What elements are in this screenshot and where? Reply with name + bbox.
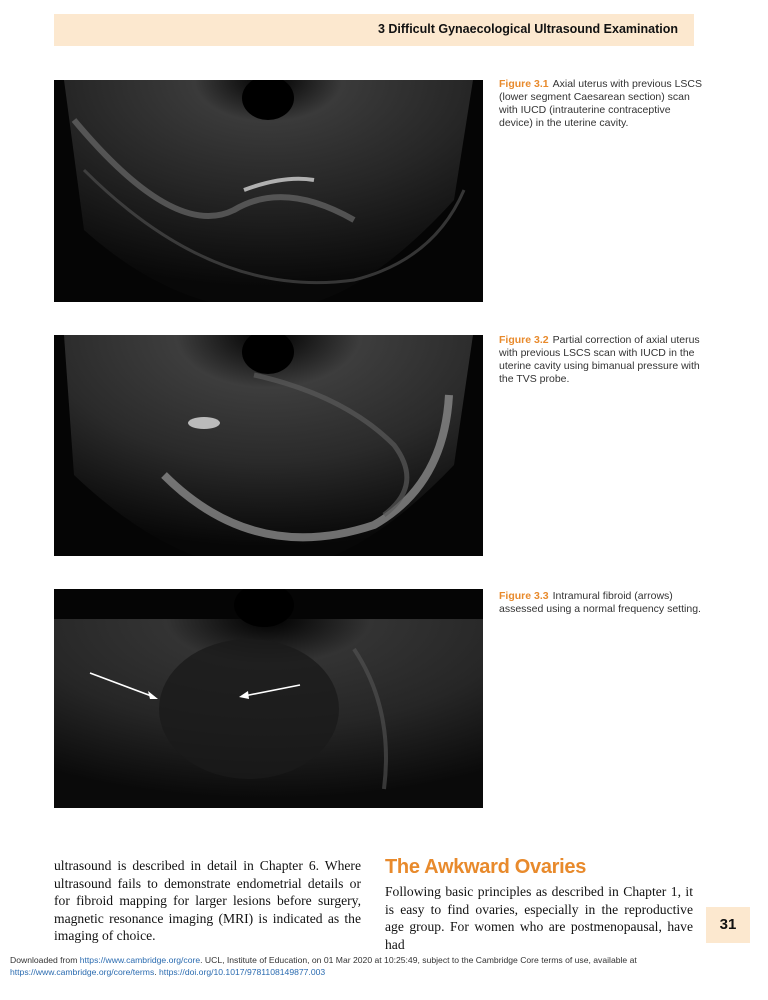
ultrasound-fan-image	[54, 80, 483, 302]
ultrasound-fan-image	[54, 335, 483, 556]
figure-3-1-label: Figure 3.1	[499, 78, 549, 90]
footer-separator: .	[154, 966, 160, 977]
footer-terms-link[interactable]: https://www.cambridge.org/core/terms	[10, 966, 155, 977]
footer-core-link[interactable]: https://www.cambridge.org/core	[79, 955, 201, 965]
footer-middle-text: . UCL, Institute of Education, on 01 Mar 2020 at 10:25:49, subject to the Cambridge Core terms of use, available at	[200, 955, 637, 965]
page-number: 31	[706, 907, 750, 943]
figure-3-3-ultrasound-image	[54, 589, 483, 808]
section-heading: The Awkward Ovaries	[385, 856, 587, 878]
body-left-paragraph: ultrasound is described in detail in Chapter 6. Where ultrasound fails to demonstrate endometrial details or for fibroid mapping for larger lesions before surgery, magnetic resonance imaging (MRI) is indicated as the imaging of choice.	[54, 858, 361, 943]
figure-3-3-label: Figure 3.3	[499, 590, 549, 602]
figure-3-3-caption	[499, 590, 704, 616]
figure-3-1-ultrasound-image	[54, 80, 483, 302]
figure-3-1-caption	[499, 78, 704, 130]
figure-3-2-label: Figure 3.2	[499, 334, 549, 346]
figure-3-2-ultrasound-image	[54, 335, 483, 556]
footer-prefix: Downloaded from	[10, 955, 80, 965]
figure-3-1-caption-text: Axial uterus with previous LSCS (lower segment Caesarean section) scan with IUCD (intrauterine contraceptive device) in the uterine cavity.	[499, 78, 703, 129]
figure-3-2-caption-text: Partial correction of axial uterus with previous LSCS scan with IUCD in the uterine cavity using bimanual pressure with the TVS probe.	[499, 334, 700, 385]
running-header-title: 3 Difficult Gynaecological Ultrasound Examination	[377, 22, 678, 36]
body-right-paragraph: Following basic principles as described in Chapter 1, it is easy to find ovaries, especially in the reproductive age group. For women who are postmenopausal, have had	[385, 884, 693, 952]
figure-3-2-caption	[499, 334, 704, 386]
download-footer	[10, 955, 750, 978]
figure-3-3-caption-text: Intramural fibroid (arrows) assessed using a normal frequency setting.	[499, 590, 701, 615]
ultrasound-fan-image	[54, 589, 483, 808]
running-header	[54, 14, 694, 46]
footer-doi-link[interactable]: https://doi.org/10.1017/9781108149877.003	[159, 966, 326, 977]
